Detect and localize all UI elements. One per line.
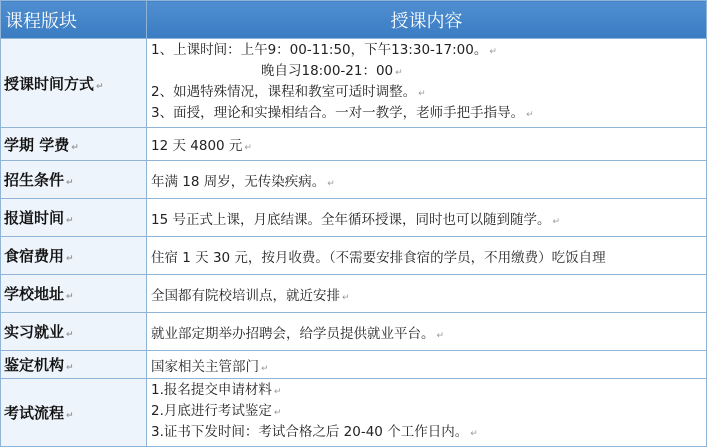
row-label: 鉴定机构 ↵ bbox=[1, 351, 147, 379]
return-mark-icon: ↵ bbox=[261, 363, 269, 374]
return-mark-icon: ↵ bbox=[489, 47, 497, 57]
return-mark-icon: ↵ bbox=[96, 81, 104, 92]
return-mark-icon: ↵ bbox=[66, 292, 74, 302]
row-content: 12 天 4800 元 ↵ bbox=[147, 128, 707, 161]
row-content: 15 号正式上课，月底结课。全年循环授课，同时也可以随到随学。 ↵ bbox=[147, 199, 707, 237]
return-mark-icon: ↵ bbox=[66, 363, 74, 373]
row-content: 国家相关主管部门 ↵ bbox=[147, 351, 707, 379]
table-row-admission bbox=[1, 161, 707, 199]
table-row-lodging bbox=[1, 237, 707, 275]
header-course-section: 课程版块 bbox=[1, 1, 147, 39]
return-mark-icon: ↵ bbox=[273, 387, 282, 397]
content-line: 2、如遇特殊情况，课程和教室可适时调整。 ↵ bbox=[151, 84, 426, 100]
row-content: 住宿 1 天 30 元，按月收费。（不需要安排食宿的学员，不用缴费）吃饭自理 bbox=[147, 237, 707, 275]
table-row-address bbox=[1, 275, 707, 313]
return-mark-icon: ↵ bbox=[436, 330, 445, 341]
table-row-teaching-time bbox=[1, 39, 707, 128]
row-label: 考试流程 ↵ bbox=[1, 379, 147, 447]
row-label: 学校地址 ↵ bbox=[1, 275, 147, 313]
row-content: 年满 18 周岁，无传染疾病。 ↵ bbox=[147, 161, 707, 199]
row-content: 全国都有院校培训点，就近安排 ↵ bbox=[147, 275, 707, 313]
row-label: 报道时间 ↵ bbox=[1, 199, 147, 237]
return-mark-icon: ↵ bbox=[66, 178, 74, 188]
table-header-row bbox=[1, 1, 707, 39]
table-row-exam-process bbox=[1, 379, 707, 447]
header-course-content: 授课内容 bbox=[147, 1, 707, 39]
content-line: 2.月底进行考试鉴定 ↵ bbox=[151, 403, 282, 419]
return-mark-icon: ↵ bbox=[66, 216, 74, 226]
row-content bbox=[147, 39, 707, 128]
row-label: 学期 学费 ↵ bbox=[1, 128, 147, 161]
row-content bbox=[147, 379, 707, 447]
content-line: 晚自习18:00-21：00 ↵ bbox=[261, 63, 403, 79]
return-mark-icon: ↵ bbox=[273, 408, 282, 418]
return-mark-icon: ↵ bbox=[552, 216, 561, 227]
row-label: 食宿费用 ↵ bbox=[1, 237, 147, 275]
table-row-employment bbox=[1, 313, 707, 351]
return-mark-icon: ↵ bbox=[395, 68, 403, 78]
return-mark-icon: ↵ bbox=[66, 254, 74, 264]
return-mark-icon: ↵ bbox=[244, 143, 252, 153]
content-line: 1、上课时间：上午9：00-11:50，下午13:30-17:00。 ↵ bbox=[151, 42, 497, 58]
table-row-term-fee bbox=[1, 128, 707, 161]
row-label: 招生条件 ↵ bbox=[1, 161, 147, 199]
row-label: 实习就业 ↵ bbox=[1, 313, 147, 351]
table-row-certification bbox=[1, 351, 707, 379]
return-mark-icon: ↵ bbox=[418, 89, 426, 99]
return-mark-icon: ↵ bbox=[71, 142, 79, 153]
row-content: 就业部定期举办招聘会，给学员提供就业平台。 ↵ bbox=[147, 313, 707, 351]
return-mark-icon: ↵ bbox=[66, 411, 74, 421]
return-mark-icon: ↵ bbox=[470, 429, 478, 439]
content-line: 3.证书下发时间：考试合格之后 20-40 个工作日内。 ↵ bbox=[151, 424, 478, 440]
content-line: 3、面授，理论和实操相结合。一对一教学，老师手把手指导。 ↵ bbox=[151, 105, 534, 121]
row-label: 授课时间方式 ↵ bbox=[1, 39, 147, 128]
return-mark-icon: ↵ bbox=[342, 292, 350, 303]
table-row-registration bbox=[1, 199, 707, 237]
return-mark-icon: ↵ bbox=[526, 110, 534, 120]
return-mark-icon: ↵ bbox=[66, 330, 74, 340]
return-mark-icon: ↵ bbox=[327, 178, 335, 189]
content-line: 1.报名提交申请材料 ↵ bbox=[151, 382, 282, 398]
